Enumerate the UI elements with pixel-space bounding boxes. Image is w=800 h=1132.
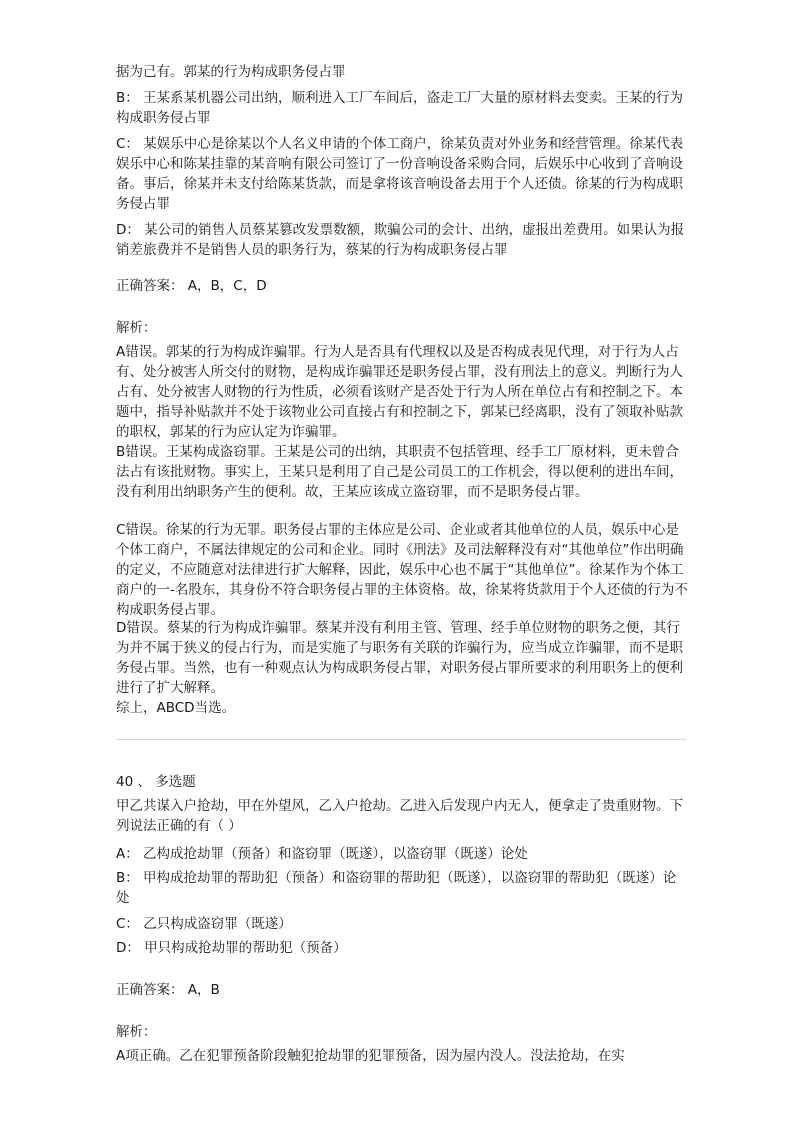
q39-analysis-a: A错误。郭某的行为构成诈骗罪。行为人是否具有代理权以及是否构成表见代理，对于行为人占有、处分被害人所交付的财物，是构成诈骗罪还是职务侵占罪，没有刑法上的意义。判断行为人占有、处分被害人财物的行为性质，必须看该财产是否处于行为人所在单位占有和控制之下。本题中，指导补贴款并不处于该物业公司直接占有和控制之下，郭某已经离职，没有了领取补贴款的职权，郭某的行为应认定为诈骗罪。 xyxy=(116,344,683,440)
q40-stem: 甲乙共谋入户抢劫，甲在外望风，乙入户抢劫。乙进入后发现户内无人，便拿走了贵重财物。下列说法正确的有（ ） xyxy=(116,798,683,834)
q39-analysis-d: D错误。蔡某的行为构成诈骗罪。蔡某并没有利用主管、管理、经手单位财物的职务之便，其行为并不属于狭义的侵占行为，而是实施了与职务有关联的诈骗行为，应当成立诈骗罪，而不是职务侵占罪。当然，也有一种观点认为构成职务侵占罪，对职务侵占罪所要求的利用职务上的便利进行了扩大解释。 xyxy=(116,620,683,696)
q39-option-c: C： 某娱乐中心是徐某以个人名义申请的个体工商户，徐某负责对外业务和经营管理。徐某代表娱乐中心和陈某挂靠的某音响有限公司签订了一份音响设备采购合同，后娱乐中心收到了音响设备。事后，徐某并未支付给陈某货款，而是拿将该音响设备去用于个人还债。徐某的行为构成职务侵占罪 xyxy=(116,136,684,212)
q40-option-c: C： 乙只构成盗窃罪（既遂） xyxy=(116,916,292,932)
q39-correct-answer: 正确答案： A，B，C，D xyxy=(116,278,267,294)
q40-analysis-a-start: A项正确。乙在犯罪预备阶段触犯抢劫罪的犯罪预备，因为屋内没人。没法抢劫，在实 xyxy=(116,1048,625,1064)
q39-option-b: B： 王某系某机器公司出纳，顺利进入工厂车间后，盗走工厂大量的原材料去变卖。王某的行为构成职务侵占罪 xyxy=(116,90,684,126)
q39-option-d: D： 某公司的销售人员蔡某篡改发票数额，欺骗公司的会计、出纳，虚报出差费用。如果认为报销差旅费并不是销售人员的职务行为，蔡某的行为构成职务侵占罪 xyxy=(116,222,685,258)
q39-analysis-b: B错误。王某构成盗窃罪。王某是公司的出纳，其职责不包括管理、经手工厂原材料，更未曾合法占有该批财物。事实上，王某只是利用了自己是公司员工的工作机会，得以便利的进出车间，没有利用出纳职务产生的便利。故，王某应该成立盗窃罪，而不是职务侵占罪。 xyxy=(116,444,683,500)
q40-option-a: A： 乙构成抢劫罪（预备）和盗窃罪（既遂），以盗窃罪（既遂）论处 xyxy=(116,846,528,862)
q39-option-a-tail: 据为己有。郭某的行为构成职务侵占罪 xyxy=(116,64,346,80)
q39-conclusion: 综上，ABCD当选。 xyxy=(116,700,236,716)
q40-option-b: B： 甲构成抢劫罪的帮助犯（预备）和盗窃罪的帮助犯（既遂），以盗窃罪的帮助犯（既遂）论处 xyxy=(116,870,677,906)
q40-analysis-label: 解析： xyxy=(116,1024,157,1040)
q40-correct-answer: 正确答案： A，B xyxy=(116,982,220,998)
q39-analysis-c: C错误。徐某的行为无罪。职务侵占罪的主体应是公司、企业或者其他单位的人员，娱乐中心是个体工商户，不属法律规定的公司和企业。同时《刑法》及司法解释没有对“其他单位”作出明确的定义，不应随意对法律进行扩大解释，因此，娱乐中心也不属于“其他单位”。徐某作为个体工商户的一-名股东，其身份不符合职务侵占罪的主体资格。故，徐某将货款用于个人还债的行为不构成职务侵占罪。 xyxy=(116,522,688,618)
q40-header: 40 、 多选题 xyxy=(116,774,196,790)
q40-option-d: D： 甲只构成抢劫罪的帮助犯（预备） xyxy=(116,940,347,956)
q39-analysis-label: 解析： xyxy=(116,320,157,336)
question-divider xyxy=(116,739,686,740)
